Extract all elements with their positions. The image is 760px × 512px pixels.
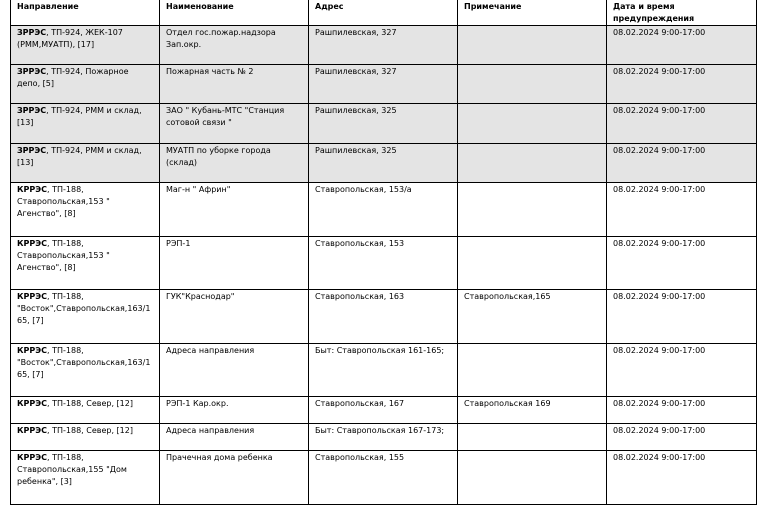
cell-direction xyxy=(11,65,160,104)
header-datetime: Дата и время предупреждения xyxy=(607,0,757,26)
cell-note: Ставропольская,165 xyxy=(458,290,607,344)
cell-note xyxy=(458,104,607,144)
cell-direction xyxy=(11,144,160,183)
table-row xyxy=(11,183,757,237)
cell-datetime: 08.02.2024 9:00-17:00 xyxy=(607,144,757,183)
direction-code: КРРЭС xyxy=(17,239,48,248)
direction-detail: , ТП-188, Север, [12] xyxy=(47,426,133,435)
cell-direction xyxy=(11,451,160,505)
direction-code: КРРЭС xyxy=(17,346,48,355)
direction-detail: , ТП-188, Север, [12] xyxy=(47,399,133,408)
cell-address: Ставропольская, 167 xyxy=(309,397,458,424)
cell-name: Прачечная дома ребенка xyxy=(160,451,309,505)
cell-name: РЭП-1 xyxy=(160,237,309,290)
cell-address: Ставропольская, 153/а xyxy=(309,183,458,237)
direction-code: КРРЭС xyxy=(17,453,48,462)
direction-detail: , ТП-188, Ставропольская,155 "Дом ребенка", [3] xyxy=(17,453,127,486)
cell-address: Быт: Ставропольская 167-173; xyxy=(309,424,458,451)
cell-name: МУАТП по уборке города (склад) xyxy=(160,144,309,183)
direction-detail: , ТП-188, "Восток",Ставропольская,163/165, [7] xyxy=(17,292,151,325)
table-row xyxy=(11,451,757,505)
cell-datetime: 08.02.2024 9:00-17:00 xyxy=(607,26,757,65)
cell-name: Адреса направления xyxy=(160,344,309,397)
cell-note xyxy=(458,144,607,183)
cell-address: Ставропольская, 153 xyxy=(309,237,458,290)
cell-address: Рашпилевская, 327 xyxy=(309,26,458,65)
direction-detail: , ТП-188, Ставропольская,153 " Агенство", [8] xyxy=(17,185,110,218)
cell-datetime: 08.02.2024 9:00-17:00 xyxy=(607,104,757,144)
cell-name: ГУК"Краснодар" xyxy=(160,290,309,344)
cell-address: Ставропольская, 163 xyxy=(309,290,458,344)
direction-detail: , ТП-924, ЖЕК-107 (РММ,МУАТП), [17] xyxy=(17,28,123,49)
direction-code: КРРЭС xyxy=(17,426,48,435)
cell-address: Рашпилевская, 325 xyxy=(309,144,458,183)
cell-direction xyxy=(11,183,160,237)
direction-detail: , ТП-924, РММ и склад, [13] xyxy=(17,146,142,167)
cell-direction xyxy=(11,104,160,144)
table-row xyxy=(11,290,757,344)
cell-name: Отдел гос.пожар.надзора Зап.окр. xyxy=(160,26,309,65)
cell-note xyxy=(458,344,607,397)
direction-code: КРРЭС xyxy=(17,399,48,408)
cell-name: ЗАО " Кубань-МТС "Станция сотовой связи " xyxy=(160,104,309,144)
direction-detail: , ТП-924, РММ и склад, [13] xyxy=(17,106,142,127)
cell-note xyxy=(458,183,607,237)
direction-code: ЗРРЭС xyxy=(17,67,47,76)
cell-direction xyxy=(11,344,160,397)
cell-direction xyxy=(11,237,160,290)
cell-note xyxy=(458,424,607,451)
cell-direction xyxy=(11,290,160,344)
cell-datetime: 08.02.2024 9:00-17:00 xyxy=(607,451,757,505)
table-row xyxy=(11,397,757,424)
table-row xyxy=(11,424,757,451)
direction-code: КРРЭС xyxy=(17,185,48,194)
cell-direction xyxy=(11,424,160,451)
header-note: Примечание xyxy=(458,0,607,26)
cell-datetime: 08.02.2024 9:00-17:00 xyxy=(607,424,757,451)
cell-name: Адреса направления xyxy=(160,424,309,451)
cell-address: Рашпилевская, 325 xyxy=(309,104,458,144)
table-row xyxy=(11,144,757,183)
cell-note xyxy=(458,237,607,290)
cell-address: Рашпилевская, 327 xyxy=(309,65,458,104)
cell-datetime: 08.02.2024 9:00-17:00 xyxy=(607,65,757,104)
header-direction: Направление xyxy=(11,0,160,26)
cell-name: РЭП-1 Кар.окр. xyxy=(160,397,309,424)
direction-detail: , ТП-924, Пожарное депо, [5] xyxy=(17,67,129,88)
direction-detail: , ТП-188, "Восток",Ставропольская,163/165, [7] xyxy=(17,346,151,379)
table-row xyxy=(11,26,757,65)
cell-datetime: 08.02.2024 9:00-17:00 xyxy=(607,237,757,290)
direction-code: КРРЭС xyxy=(17,292,48,301)
cell-name: Маг-н " Африн" xyxy=(160,183,309,237)
table-row xyxy=(11,344,757,397)
direction-code: ЗРРЭС xyxy=(17,146,47,155)
direction-detail: , ТП-188, Ставропольская,153 " Агенство", [8] xyxy=(17,239,110,272)
table-row xyxy=(11,65,757,104)
table-row xyxy=(11,104,757,144)
cell-direction xyxy=(11,26,160,65)
cell-note xyxy=(458,451,607,505)
cell-note xyxy=(458,26,607,65)
cell-note xyxy=(458,65,607,104)
table-row xyxy=(11,237,757,290)
cell-note: Ставропольская 169 xyxy=(458,397,607,424)
cell-address: Ставропольская, 155 xyxy=(309,451,458,505)
cell-datetime: 08.02.2024 9:00-17:00 xyxy=(607,397,757,424)
direction-code: ЗРРЭС xyxy=(17,106,47,115)
cell-datetime: 08.02.2024 9:00-17:00 xyxy=(607,183,757,237)
outage-table xyxy=(10,0,757,505)
cell-datetime: 08.02.2024 9:00-17:00 xyxy=(607,344,757,397)
header-row xyxy=(11,0,757,26)
direction-code: ЗРРЭС xyxy=(17,28,47,37)
cell-direction xyxy=(11,397,160,424)
cell-address: Быт: Ставропольская 161-165; xyxy=(309,344,458,397)
header-address: Адрес xyxy=(309,0,458,26)
table-body xyxy=(11,26,757,505)
cell-datetime: 08.02.2024 9:00-17:00 xyxy=(607,290,757,344)
cell-name: Пожарная часть № 2 xyxy=(160,65,309,104)
header-name: Наименование xyxy=(160,0,309,26)
